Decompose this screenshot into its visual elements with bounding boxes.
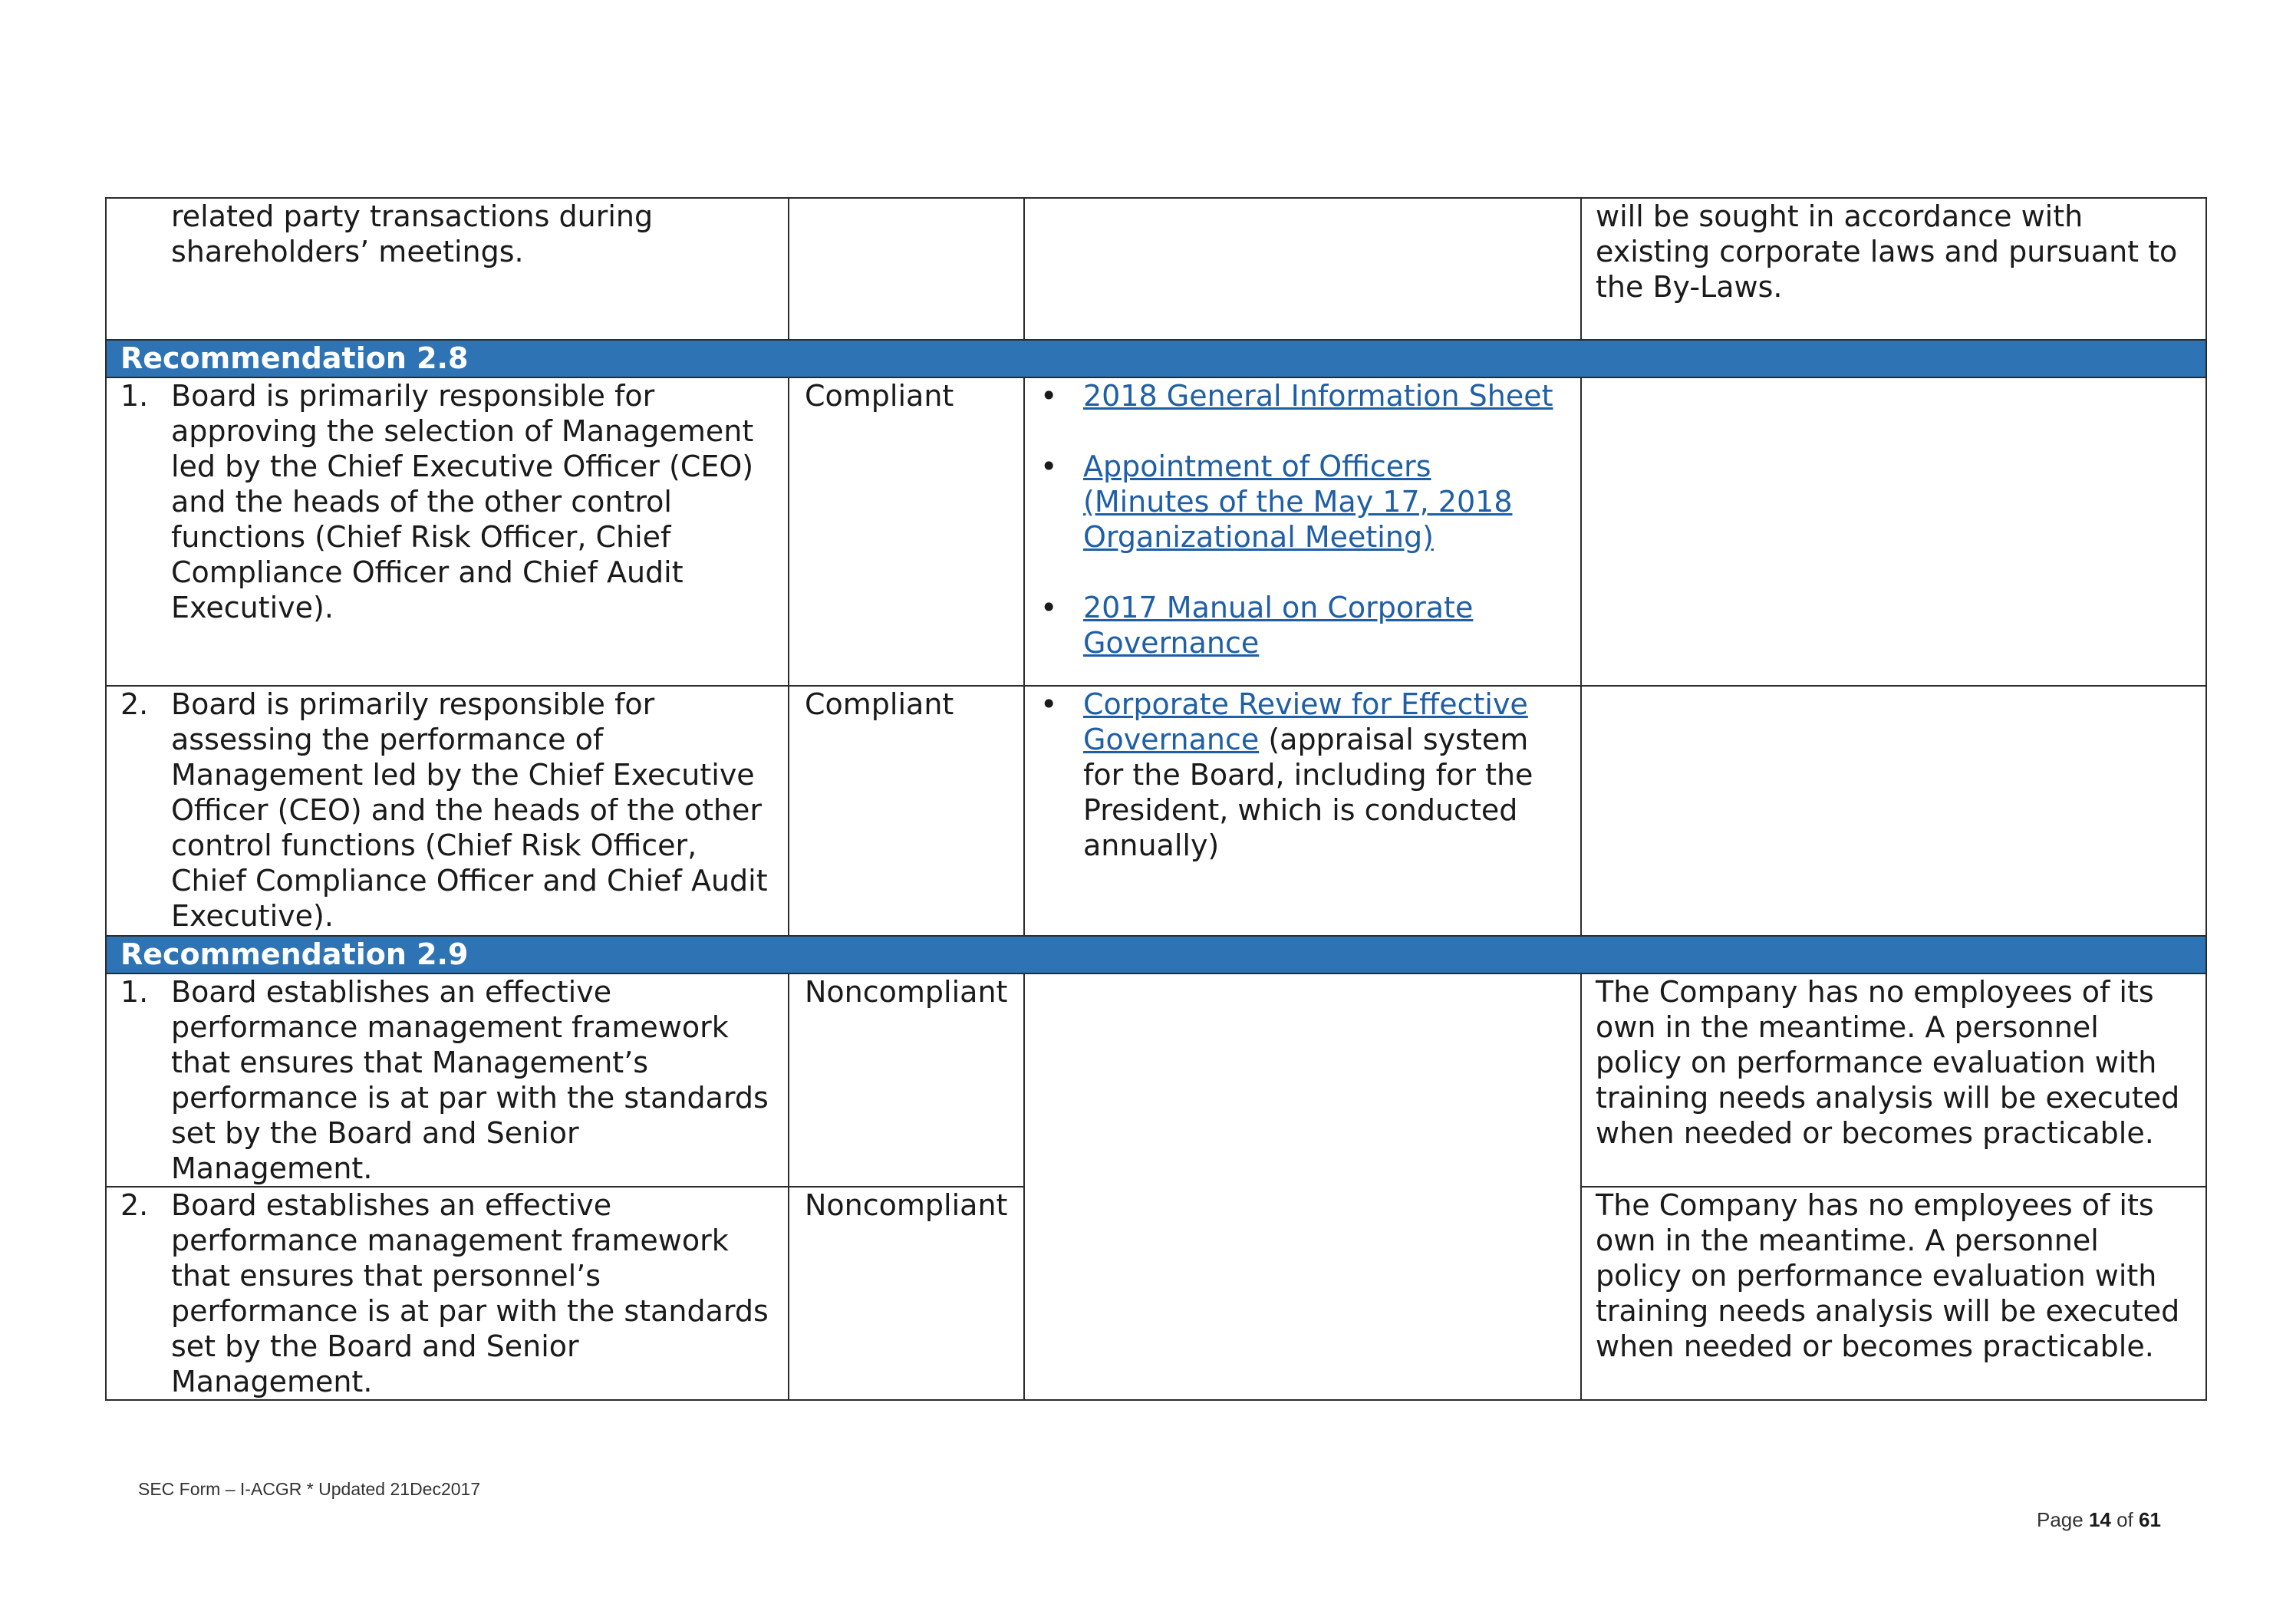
item-number: 1.: [120, 975, 149, 1009]
compliance-status: Compliant: [805, 379, 954, 413]
table-row: [106, 973, 2206, 1187]
recommendation-text: Board is primarily responsible for approving the selection of Management led by the Chief Executive Officer (CEO) and the heads of the other control functions (Chief Risk Officer, Chief Compliance Officer and Chief Audit Executive).: [171, 379, 754, 624]
item-number: 2.: [120, 1188, 149, 1222]
recommendation-text: Board is primarily responsible for assessing the performance of Management led by the Chief Executive Officer (CEO) and the heads of the other control functions (Chief Risk Officer, Chief Compliance Officer and Chief Audit Executive).: [171, 687, 768, 933]
reference-item: [1039, 687, 1566, 863]
recommendation-text: Board establishes an effective performance management framework that ensures that personnel’s performance is at par with the standards set by the Board and Senior Management.: [171, 1188, 769, 1398]
compliance-cell: [789, 973, 1024, 1187]
section-header-2-9: Recommendation 2.9: [106, 936, 2206, 973]
section-header-row: [106, 936, 2206, 973]
page-current: 14: [2088, 1508, 2111, 1531]
recommendation-item: [120, 378, 774, 625]
compliance-cell: [789, 377, 1024, 686]
compliance-status: Noncompliant: [805, 1188, 1008, 1222]
governance-table: [105, 197, 2207, 1401]
table-row: [106, 686, 2206, 936]
explanation-cell: [1581, 686, 2206, 936]
reference-list: [1039, 378, 1566, 660]
table-row: [106, 198, 2206, 340]
recommendation-cell: [106, 198, 789, 340]
reference-item: [1039, 449, 1566, 555]
item-number: 2.: [120, 687, 149, 721]
explanation-text: The Company has no employees of its own in the meantime. A personnel policy on performance evaluation with training needs analysis will be executed when needed or becomes practicable.: [1596, 975, 2180, 1150]
explanation-text: The Company has no employees of its own in the meantime. A personnel policy on performance evaluation with training needs analysis will be executed when needed or becomes practicable.: [1596, 1188, 2180, 1363]
reference-cell: [1024, 973, 1581, 1400]
explanation-cell: [1581, 973, 2206, 1187]
recommendation-cell: [106, 377, 789, 686]
bullet-icon: •: [1040, 591, 1058, 624]
recommendation-cell: [106, 1187, 789, 1400]
reference-link[interactable]: 2017 Manual on Corporate Governance: [1083, 591, 1474, 660]
compliance-cell: [789, 1187, 1024, 1400]
section-header-2-8: Recommendation 2.8: [106, 340, 2206, 377]
recommendation-cell: [106, 686, 789, 936]
form-label: SEC Form – I-ACGR * Updated 21Dec2017: [138, 1479, 481, 1499]
explanation-cell: [1581, 198, 2206, 340]
reference-link[interactable]: Corporate Review for Effective Governance: [1083, 687, 1528, 756]
reference-item: [1039, 378, 1566, 413]
recommendation-item: [120, 1188, 774, 1399]
reference-description: (appraisal system for the Board, including for the President, which is conducted annually): [1083, 723, 1533, 862]
bullet-icon: •: [1040, 687, 1058, 721]
reference-link[interactable]: 2018 General Information Sheet: [1083, 379, 1553, 413]
page-total: 61: [2139, 1508, 2161, 1531]
recommendation-cell: [106, 973, 789, 1187]
section-header-row: [106, 340, 2206, 377]
explanation-cell: [1581, 1187, 2206, 1400]
explanation-text: will be sought in accordance with existing corporate laws and pursuant to the By-Laws.: [1596, 199, 2178, 304]
recommendation-text: Board establishes an effective performance management framework that ensures that Management’s performance is at par with the standards set by the Board and Senior Management.: [171, 975, 769, 1185]
item-number: 1.: [120, 379, 149, 413]
recommendation-item: [120, 687, 774, 934]
bullet-icon: •: [1040, 450, 1058, 483]
reference-list: [1039, 687, 1566, 863]
reference-item: [1039, 590, 1566, 660]
compliance-cell: [789, 686, 1024, 936]
bullet-icon: •: [1040, 379, 1058, 413]
explanation-cell: [1581, 377, 2206, 686]
compliance-status: Noncompliant: [805, 975, 1008, 1009]
reference-cell: [1024, 686, 1581, 936]
compliance-cell: [789, 198, 1024, 340]
compliance-status: Compliant: [805, 687, 954, 721]
page-of: of: [2110, 1508, 2140, 1531]
reference-cell: [1024, 377, 1581, 686]
table-row: [106, 377, 2206, 686]
reference-cell: [1024, 198, 1581, 340]
page-number: [2037, 1508, 2161, 1532]
recommendation-item: [120, 974, 774, 1186]
reference-link[interactable]: Appointment of Officers (Minutes of the May 17, 2018 Organizational Meeting): [1083, 450, 1513, 554]
recommendation-text: related party transactions during shareholders’ meetings.: [171, 199, 654, 268]
page-prefix: Page: [2037, 1508, 2089, 1531]
